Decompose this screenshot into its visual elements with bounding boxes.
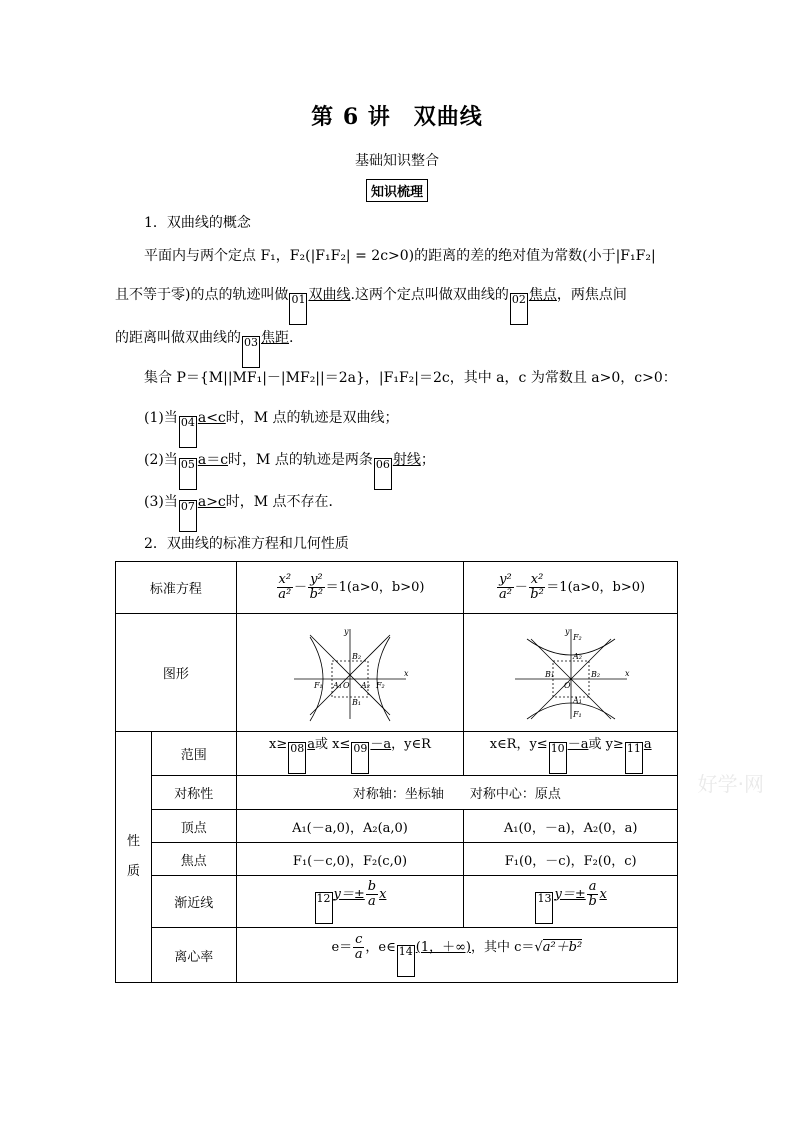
row-symmetry [116,776,678,810]
concept-line-2 [115,285,715,325]
sqrt-radicand: a²＋b² [542,940,583,955]
numerator: x² [530,572,544,587]
label-B2: B₂ [590,669,600,679]
blank-box-06: 06 [374,458,392,490]
blank-box-01: 01 [289,293,307,325]
text: y＝± [333,886,365,902]
answer-12 [333,878,387,909]
section2-heading: 2．双曲线的标准方程和几何性质 [144,536,349,552]
fraction [277,573,294,602]
text: (2)当 [144,452,178,468]
label-F1: F₁ [313,680,323,690]
tag-wrapper [0,179,794,202]
fraction [587,880,599,909]
knowledge-tag: 知识梳理 [366,179,428,202]
symmetry-value: 对称轴：坐标轴 对称中心：原点 [236,776,677,810]
text: 时，M 点的轨迹是两条 [228,452,373,468]
blank-box-12: 12 [315,892,333,924]
range-label: 范围 [151,732,236,776]
label-O: O [563,680,571,690]
fraction [366,880,378,909]
prop-char: 质 [126,864,140,879]
section-subtitle: 基础知识整合 [355,153,439,169]
text: ，y∈R [391,737,431,752]
eq-tail: ＝1(a>0，b>0) [546,580,646,595]
std-eq-vertical: $\frac{\text{y²}}{\text{a²}}$ － $\frac{\text{x²}}{\text{b²}}$ ＝1(a>0，b>0) [464,562,678,614]
label-y: y [564,626,570,636]
answer-04: a<c [197,410,226,426]
symmetry-label: 对称性 [151,776,236,810]
answer-07: a>c [197,494,226,510]
text: x∈R，y≤ [489,737,548,752]
row-focus [116,843,678,876]
answer-11: a [643,737,652,752]
vertex-horizontal: A₁(－a,0)，A₂(a,0) [236,810,464,843]
graph-label: 图形 [116,614,237,732]
blank-box-04: 04 [179,416,197,448]
concept-line-3 [115,328,715,368]
label-B2: B₂ [351,651,362,661]
range-vertical [464,732,678,776]
fraction [353,933,364,962]
sqrt-sign: √ [534,940,543,955]
vertical-hyperbola-graph [509,623,633,723]
text: 的距离叫做双曲线的 [115,330,241,346]
row-range [116,732,678,776]
asymptote-label: 渐近线 [151,876,236,928]
eccentricity-value [236,928,677,983]
var-x: x [379,886,387,902]
label-A1: A₁ [572,695,582,705]
denominator: a [354,947,363,962]
blank-box-02: 02 [510,293,528,325]
text: ； [420,452,435,468]
blank-box-10: 10 [549,742,567,774]
blank-box-03: 03 [242,336,260,368]
answer-08: a [307,737,316,752]
focus-horizontal: F₁(－c,0)，F₂(c,0) [236,843,464,876]
blank-box-13: 13 [535,892,553,924]
asymptote-horizontal [236,876,464,928]
label-A2: A₂ [360,680,370,690]
label-x: x [403,668,409,678]
var-x: x [599,886,607,902]
text: ，e∈ [365,940,396,955]
case-3 [144,492,744,532]
text: (1)当 [144,410,178,426]
label-F2: F₂ [375,680,385,690]
label-B1: B₁ [351,697,362,707]
fraction [529,573,546,602]
row-eccentricity [116,928,678,983]
graph-horizontal-cell [236,614,464,732]
answer-13 [554,878,607,909]
numerator: c [355,932,363,947]
answer-03: 焦距 [261,330,289,346]
case-1 [144,408,744,448]
text: ，两焦点间 [556,287,627,303]
asymptote-vertical [464,876,678,928]
numerator: a [588,878,597,894]
row-vertex [116,810,678,843]
denominator: a² [278,587,292,602]
text: (3)当 [144,494,178,510]
numerator: x² [278,572,292,587]
answer-05: a＝c [197,452,229,468]
denominator: b² [309,587,324,602]
watermark: 好学·网 [697,772,764,796]
label-F2: F₂ [572,632,582,642]
row-asymptote [116,876,678,928]
std-eq-label: 标准方程 [116,562,237,614]
fraction [497,573,514,602]
concept-line-1: 平面内与两个定点 F₁，F₂(|F₁F₂| = 2c>0)的距离的差的绝对值为常数(小于|F₁F₂| [144,248,656,264]
prop-char: 性 [126,834,140,849]
label-B1: B₁ [544,669,554,679]
label-A1: A₁ [332,680,342,690]
graph-vertical-cell [464,614,678,732]
answer-14: (1，＋∞) [415,940,471,955]
text: 或 x≤ [315,737,351,752]
numerator: y² [310,572,323,587]
fraction [308,573,325,602]
blank-box-08: 08 [288,742,306,774]
set-definition: 集合 P＝{M||MF₁|－|MF₂||＝2a}，|F₁F₂|＝2c，其中 a，c 为常数且 a>0，c>0： [144,370,677,386]
answer-09: －a [370,737,392,752]
text: y＝± [554,886,586,902]
horizontal-hyperbola-graph [288,623,412,723]
page-title: 第 6 讲 双曲线 [311,104,483,130]
label-F1: F₁ [572,709,582,719]
section1-heading: 1．双曲线的概念 [144,215,251,231]
vertex-vertical: A₁(0，－a)，A₂(0，a) [464,810,678,843]
vertex-label: 顶点 [151,810,236,843]
denominator: b² [530,587,544,602]
text: x≥ [269,737,288,752]
eq-tail: ＝1(a>0，b>0) [325,580,425,595]
text: 且不等于零)的点的轨迹叫做 [115,287,289,303]
text: 时，M 点的轨迹是双曲线； [225,410,399,426]
eccentricity-label: 离心率 [151,928,236,983]
text: 或 y≥ [588,737,624,752]
denominator: b [588,893,597,909]
focus-label: 焦点 [151,843,236,876]
answer-02: 焦点 [528,287,557,303]
label-x: x [624,668,630,678]
text: . [289,330,294,346]
case-2 [144,450,744,490]
answer-10: －a [567,737,589,752]
label-y: y [343,626,349,636]
denominator: a² [498,587,512,602]
blank-box-07: 07 [179,500,197,532]
row-graph [116,614,678,732]
answer-06: 射线 [392,452,421,468]
text: e＝ [331,940,353,955]
text: .这两个定点叫做双曲线的 [350,287,509,303]
std-eq-horizontal: $\frac{\text{x²}}{\text{a²}}$ － $\frac{\text{y²}}{\text{b²}}$ ＝1(a>0，b>0) [236,562,464,614]
text: ，其中 c＝ [471,940,535,955]
label-A2: A₂ [572,651,582,661]
text: 时，M 点不存在． [225,494,343,510]
denominator: a [368,893,376,909]
label-O: O [342,680,350,690]
answer-01: 双曲线 [308,287,351,303]
blank-box-14: 14 [397,945,415,977]
blank-box-09: 09 [351,742,369,774]
range-horizontal [236,732,464,776]
properties-label [116,732,152,983]
numerator: b [367,878,377,894]
focus-vertical: F₁(0，－c)，F₂(0，c) [464,843,678,876]
hyperbola-properties-table [115,561,678,983]
numerator: y² [499,572,512,587]
row-standard-equation [116,562,678,614]
blank-box-05: 05 [179,458,197,490]
blank-box-11: 11 [625,742,643,774]
